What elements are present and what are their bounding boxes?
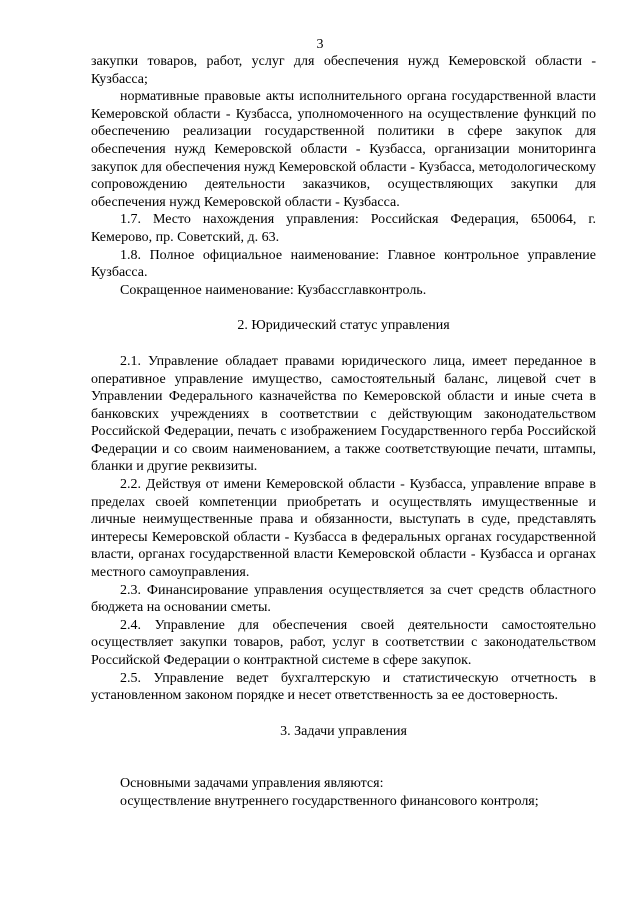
document-body — [91, 53, 596, 811]
page-number: 3 — [316, 37, 324, 52]
paragraph-1-8: 1.8. Полное официальное наименование: Главное контрольное управление Кузбасса. — [91, 247, 596, 281]
paragraph-short-name: Сокращенное наименование: Кузбассглавконтроль. — [120, 282, 427, 298]
paragraph-2-2: 2.2. Действуя от имени Кемеровской области - Кузбасса, управление вправе в пределах своей компетенции приобретать и осуществлять имущественные и личные неимущественные права и обязанности, выступать в суде, представлять интересы Кемеровской области - Кузбасса в федеральных органах государственной власти, органах государственной власти Кемеровской области - Кузбасса и органах местного самоуправления. — [91, 477, 596, 581]
paragraph-normative-acts: нормативные правовые акты исполнительного органа государственной власти Кемеровской области - Кузбасса, уполномоченного на осуществление функций по обеспечению реализации государственной политики в сфере закупок для обеспечения нужд Кемеровской области - Кузбасса, организации мониторинга закупок для обеспечения нужд Кемеровской области - Кузбасса, методологическому сопровождению деятельности заказчиков, осуществляющих закупки для обеспечения нужд Кемеровской области - Кузбасса. — [91, 89, 596, 210]
paragraph-1-7: 1.7. Место нахождения управления: Российская Федерация, 650064, г. Кемерово, пр. Советский, д. 63. — [91, 212, 596, 245]
section-3-heading: 3. Задачи управления — [280, 723, 407, 739]
paragraph-task-1: осуществление внутреннего государственного финансового контроля; — [120, 793, 539, 809]
paragraph-2-4: 2.4. Управление для обеспечения своей деятельности самостоятельно осуществляет закупки товаров, работ, услуг в соответствии с законодательством Российской Федерации о контрактной системе в сфере закупок. — [91, 617, 596, 668]
paragraph-2-3: 2.3. Финансирование управления осуществляется за счет средств областного бюджета на основании сметы. — [91, 582, 596, 616]
paragraph-2-5: 2.5. Управление ведет бухгалтерскую и статистическую отчетность в установленном законом порядке и несет ответственность за ее достоверность. — [91, 670, 596, 704]
paragraph-tasks-intro: Основными задачами управления являются: — [120, 776, 384, 792]
paragraph-2-1: 2.1. Управление обладает правами юридического лица, имеет переданное в оперативное управление имущество, самостоятельный баланс, лицевой счет в Управлении Федерального казначейства по Кемеровской области и иные счета в банковских учреждениях в соответствии с действующим законодательством Российской Федерации, печать с изображением Государственного герба Российской Федерации и со своим наименованием, а также соответствующие печати, штампы, бланки и другие реквизиты. — [91, 353, 596, 475]
section-2-heading: 2. Юридический статус управления — [237, 318, 450, 334]
paragraph-continuation: закупки товаров, работ, услуг для обеспечения нужд Кемеровской области - Кузбасса; — [91, 54, 596, 87]
